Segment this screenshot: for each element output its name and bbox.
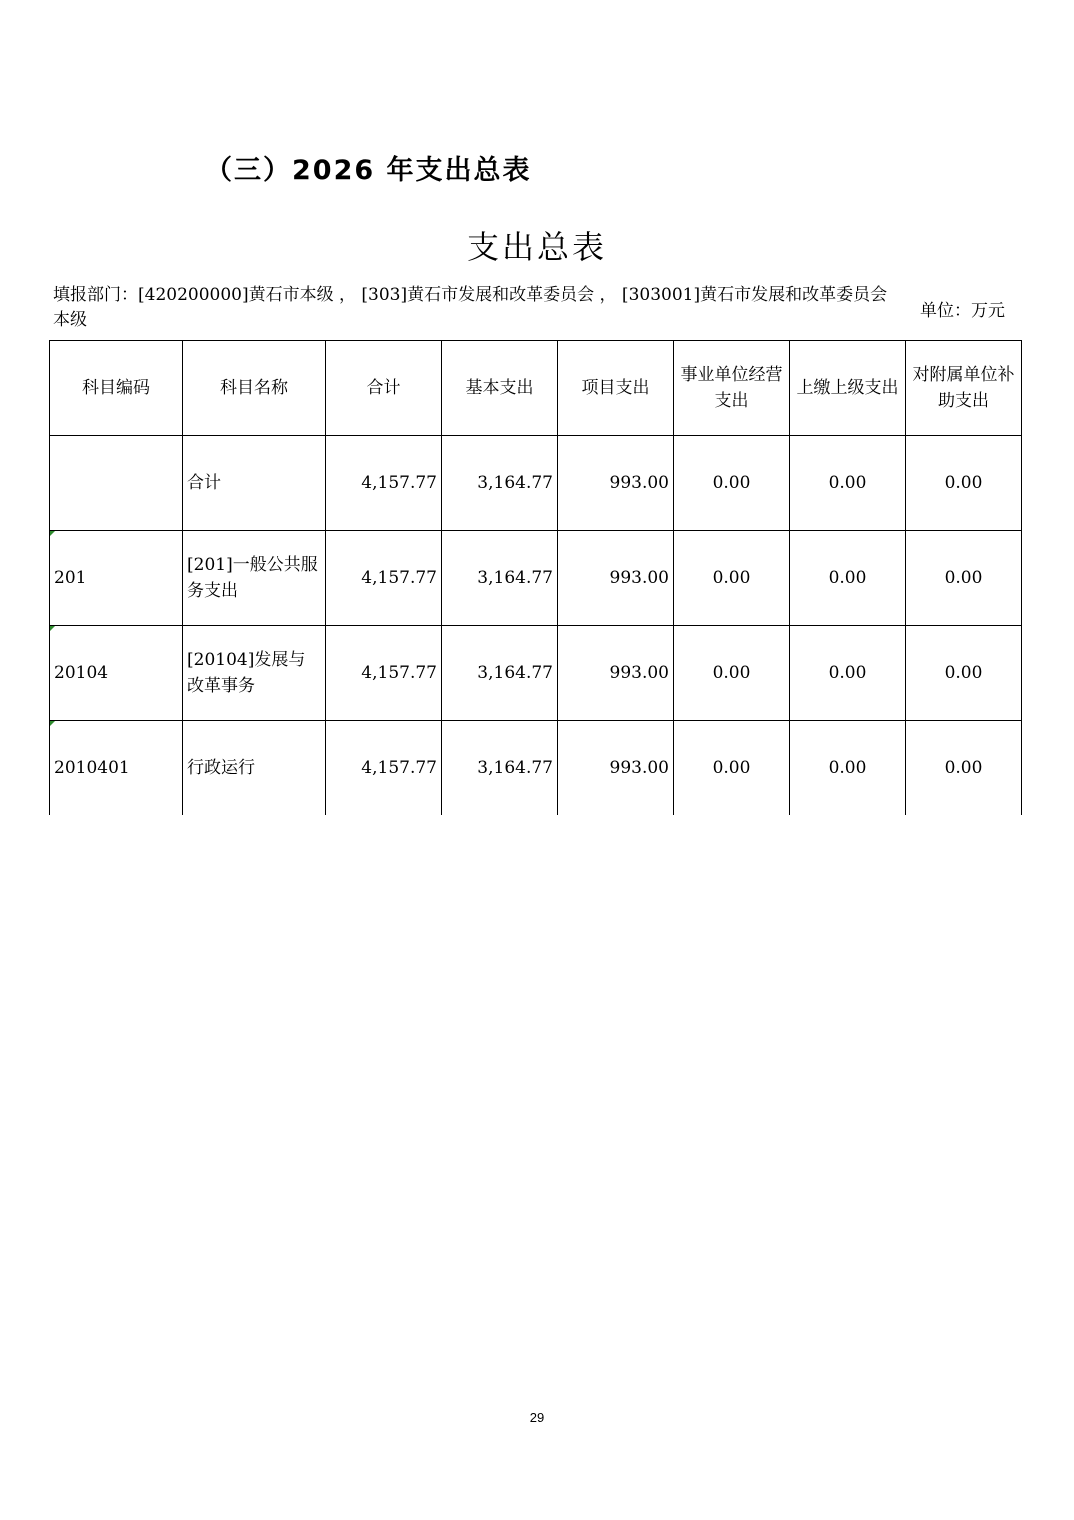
expenditure-table	[49, 340, 1022, 815]
table-row	[50, 531, 1022, 626]
row-subsidy: 0.00	[906, 531, 1022, 626]
row-name: 合计	[183, 436, 326, 531]
row-code	[50, 436, 183, 531]
cell-marker-icon	[50, 626, 55, 631]
column-header-business: 事业单位经营支出	[674, 341, 790, 436]
row-project: 993.00	[558, 626, 674, 721]
row-total: 4,157.77	[326, 436, 442, 531]
table-header-row	[50, 341, 1022, 436]
row-code: 20104	[50, 626, 183, 721]
row-upper: 0.00	[790, 531, 906, 626]
row-subsidy: 0.00	[906, 436, 1022, 531]
cell-marker-icon	[50, 721, 55, 726]
row-project: 993.00	[558, 721, 674, 816]
table-row	[50, 721, 1022, 816]
row-basic: 3,164.77	[442, 531, 558, 626]
column-header-name: 科目名称	[183, 341, 326, 436]
row-name: [20104]发展与改革事务	[183, 626, 326, 721]
row-total: 4,157.77	[326, 626, 442, 721]
row-subsidy: 0.00	[906, 721, 1022, 816]
unit-label: 单位：万元	[920, 301, 1005, 321]
row-basic: 3,164.77	[442, 626, 558, 721]
row-business: 0.00	[674, 436, 790, 531]
column-header-code: 科目编码	[50, 341, 183, 436]
row-subsidy: 0.00	[906, 626, 1022, 721]
row-name: [201]一般公共服务支出	[183, 531, 326, 626]
row-business: 0.00	[674, 626, 790, 721]
row-name: 行政运行	[183, 721, 326, 816]
column-header-subsidy: 对附属单位补助支出	[906, 341, 1022, 436]
row-project: 993.00	[558, 436, 674, 531]
row-upper: 0.00	[790, 626, 906, 721]
table-title: 支出总表	[466, 228, 607, 266]
column-header-project: 项目支出	[558, 341, 674, 436]
column-header-upper: 上缴上级支出	[790, 341, 906, 436]
row-business: 0.00	[674, 531, 790, 626]
cell-marker-icon	[50, 531, 55, 536]
row-basic: 3,164.77	[442, 436, 558, 531]
page-number: 29	[529, 1410, 545, 1425]
column-header-total: 合计	[326, 341, 442, 436]
row-total: 4,157.77	[326, 531, 442, 626]
row-upper: 0.00	[790, 721, 906, 816]
row-basic: 3,164.77	[442, 721, 558, 816]
row-upper: 0.00	[790, 436, 906, 531]
row-project: 993.00	[558, 531, 674, 626]
table-row	[50, 626, 1022, 721]
table-row	[50, 436, 1022, 531]
section-heading: （三）2026 年支出总表	[205, 155, 532, 186]
row-total: 4,157.77	[326, 721, 442, 816]
row-code: 201	[50, 531, 183, 626]
department-label: 填报部门：[420200000]黄石市本级 ， [303]黄石市发展和改革委员会 ， [303001]黄石市发展和改革委员会本级	[53, 285, 888, 330]
column-header-basic: 基本支出	[442, 341, 558, 436]
row-code: 2010401	[50, 721, 183, 816]
row-business: 0.00	[674, 721, 790, 816]
